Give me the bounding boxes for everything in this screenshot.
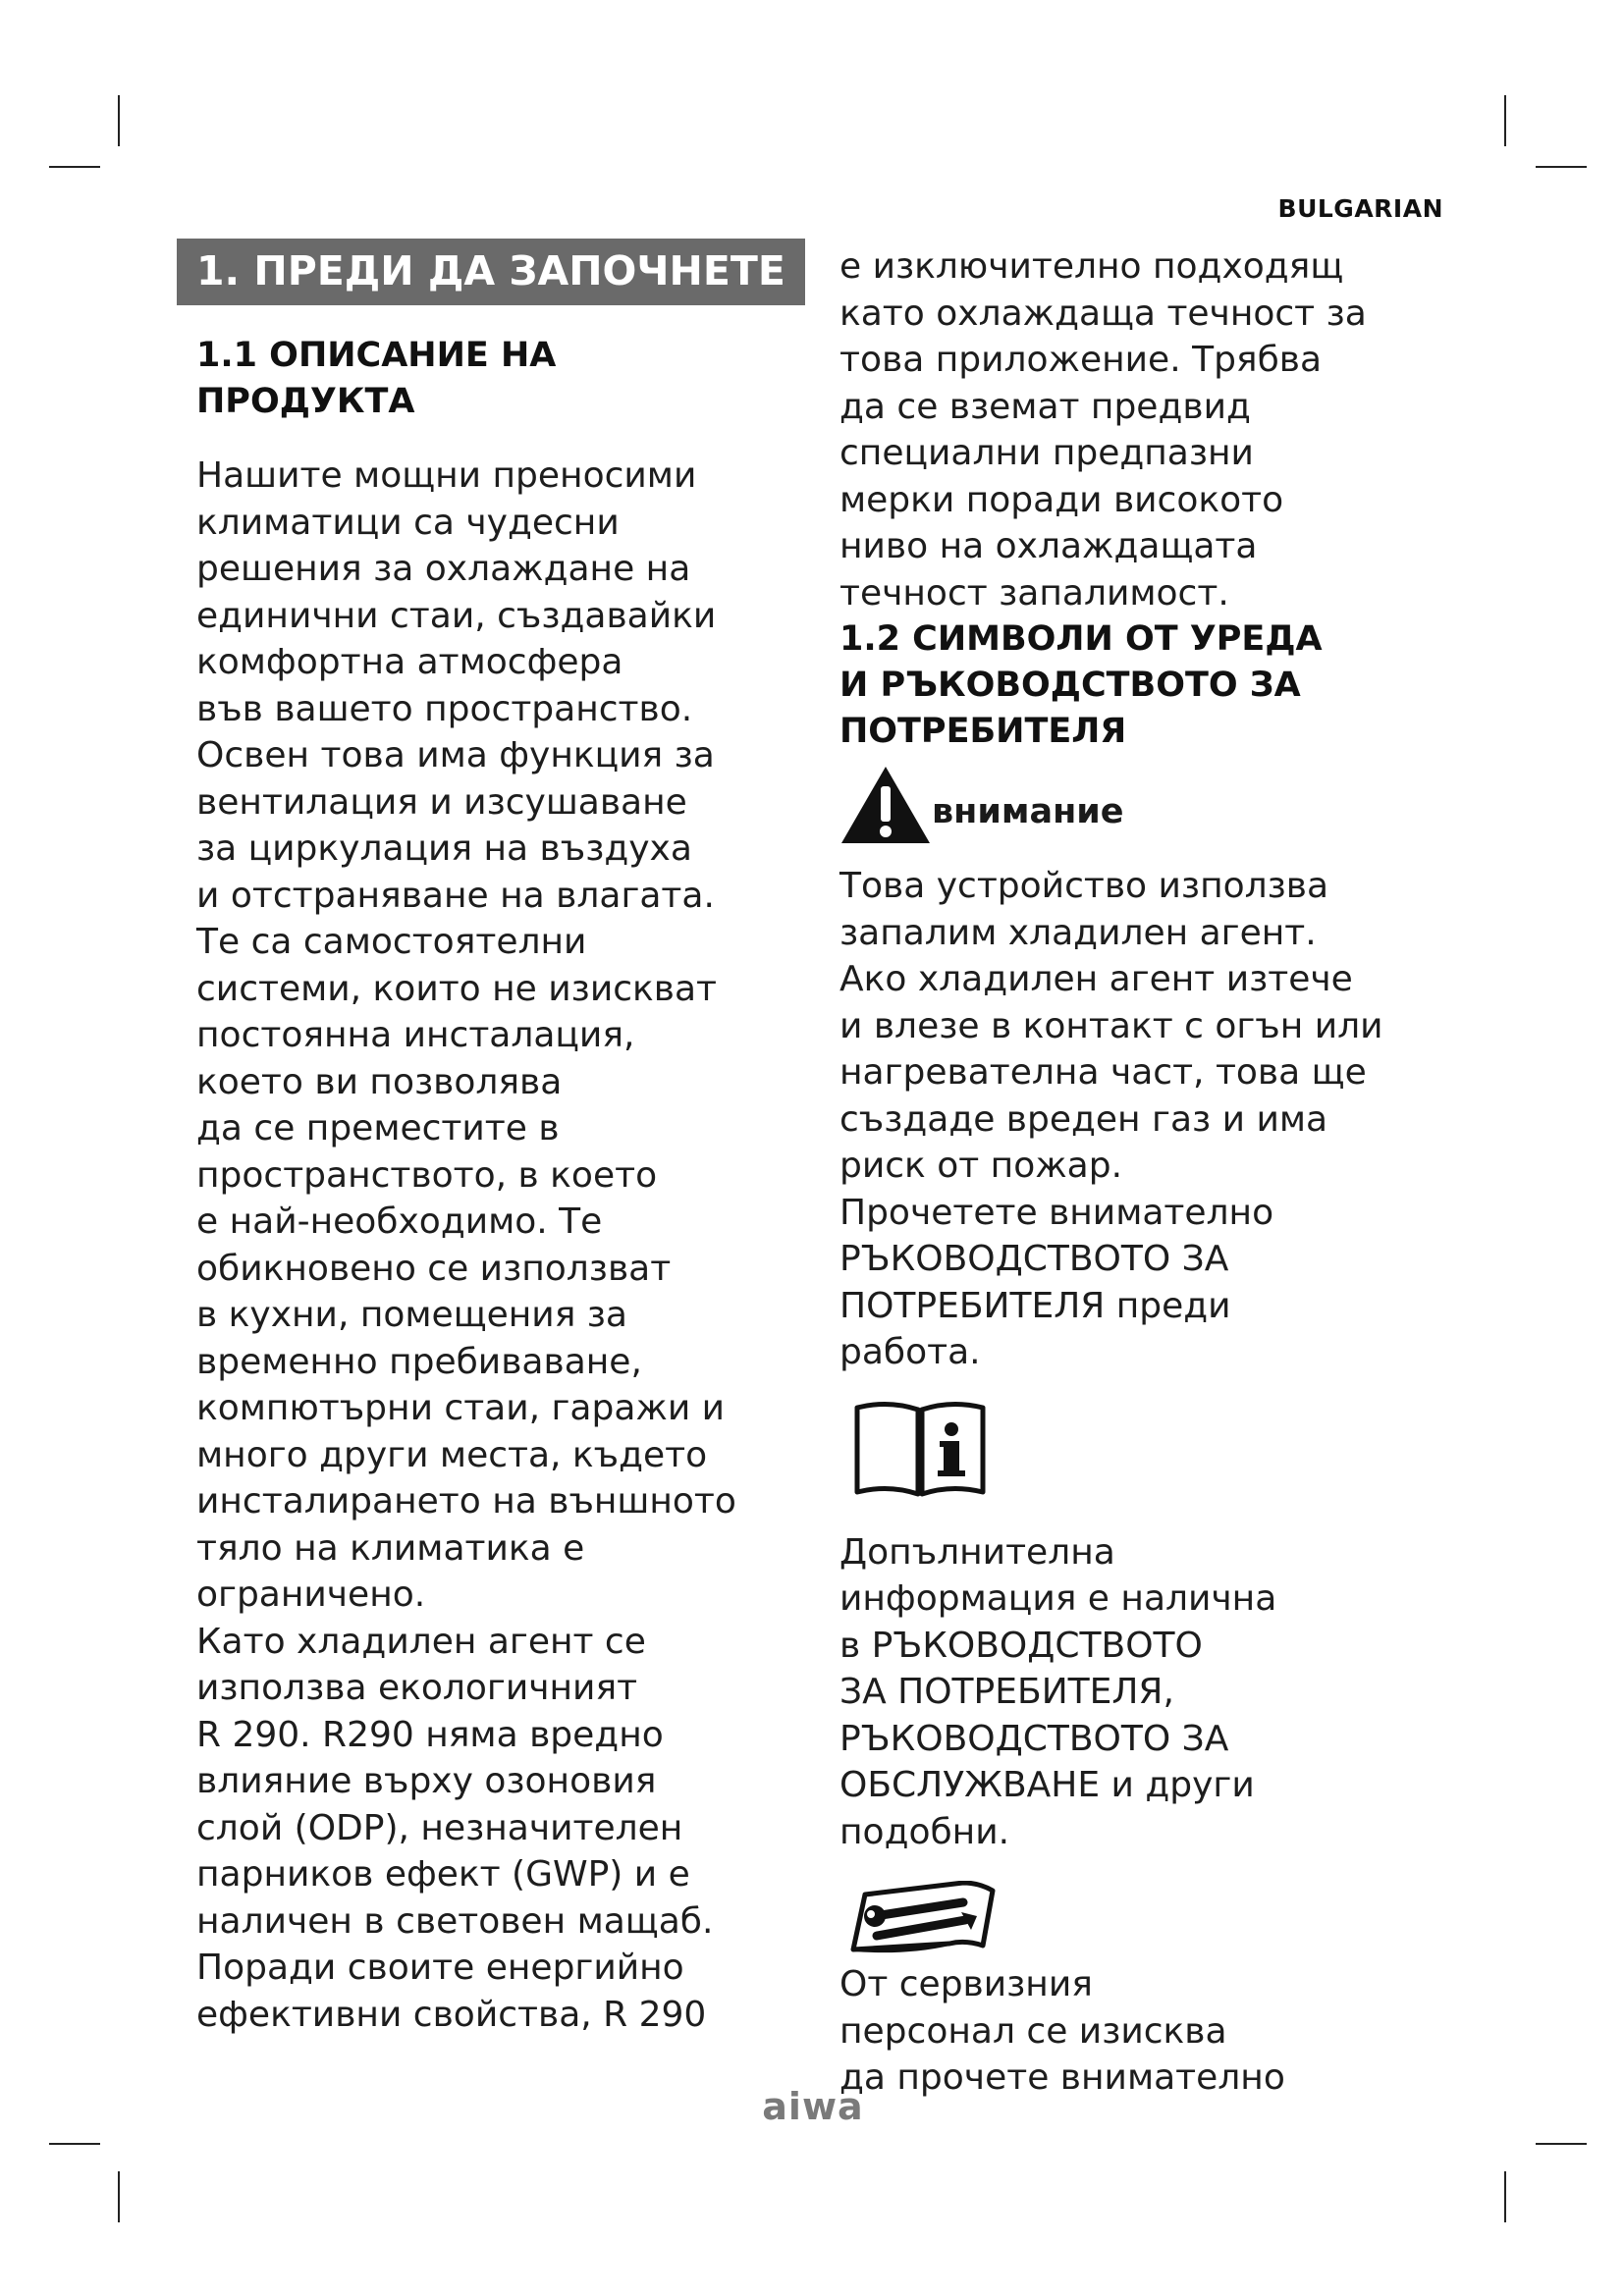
text-line: ниво на охлаждащата — [839, 526, 1258, 566]
text-line: е най-необходимо. Те — [196, 1201, 603, 1242]
text-line: наличен в световен мащаб. — [196, 1900, 714, 1942]
text-line: Като хладилен агент се — [196, 1621, 646, 1662]
crop-mark — [1536, 2143, 1587, 2145]
text-line: използва екологичният — [196, 1668, 638, 1708]
crop-mark — [1536, 166, 1587, 168]
warning-text — [839, 863, 1468, 1376]
text-line: ПОТРЕБИТЕЛЯ преди — [839, 1285, 1231, 1326]
crop-mark — [1504, 2171, 1506, 2222]
text-line: вентилация и изсушаване — [196, 781, 687, 823]
section-title-symbols — [839, 616, 1468, 755]
section-title-product-description — [196, 333, 805, 425]
text-line: инсталирането на външното — [196, 1481, 736, 1522]
text-line: в кухни, помещения за — [196, 1295, 627, 1335]
text-line: климатици са чудесни — [196, 502, 620, 543]
text-line: Поради своите енергийно — [196, 1948, 684, 1988]
text-line: мерки поради високото — [839, 479, 1284, 520]
text-line: единични стаи, създавайки — [196, 595, 717, 636]
warning-triangle-icon — [839, 765, 932, 845]
text-line: Нашите мощни преносими — [196, 455, 697, 496]
text-line: и отстраняване на влагата. — [196, 875, 715, 916]
text-line: подобни. — [839, 1811, 1010, 1852]
text-line: да се преместите в — [196, 1108, 560, 1148]
text-line: работа. — [839, 1332, 981, 1372]
text-line: е изключително подходящ — [839, 246, 1344, 287]
continued-text — [839, 243, 1468, 616]
text-line: обикновено се използват — [196, 1248, 672, 1289]
left-column — [177, 239, 805, 2038]
text-line: ЗА ПОТРЕБИТЕЛЯ, — [839, 1672, 1174, 1712]
text-line: ограничено. — [196, 1575, 426, 1615]
text-line: риск от пожар. — [839, 1146, 1123, 1186]
text-line: пространството, в което — [196, 1154, 658, 1196]
text-line: течност запалимост. — [839, 572, 1229, 614]
info-text — [839, 1529, 1468, 1856]
text-line: за циркулация на въздуха — [196, 828, 692, 869]
text-line: Те са самостоятелни — [196, 922, 587, 962]
crop-mark — [49, 166, 100, 168]
text-line: да се вземат предвид — [839, 386, 1251, 427]
heading-line: ПРОДУКТА — [196, 382, 415, 421]
text-line: което ви позволява — [196, 1061, 563, 1102]
text-line: информация е налична — [839, 1578, 1277, 1619]
text-line: като охлаждаща течност за — [839, 293, 1367, 334]
text-line: Допълнителна — [839, 1531, 1115, 1573]
text-line: РЪКОВОДСТВОТО ЗА — [839, 1239, 1229, 1279]
text-line: постоянна инсталация, — [196, 1015, 635, 1055]
text-line: нагревателна част, това ще — [839, 1052, 1367, 1093]
text-line: системи, които не изискват — [196, 968, 717, 1009]
text-line: РЪКОВОДСТВОТО ЗА — [839, 1718, 1229, 1759]
text-line: Това устройство използва — [839, 866, 1329, 906]
text-line: в РЪКОВОДСТВОТО — [839, 1625, 1203, 1666]
right-column — [839, 243, 1468, 2102]
crop-mark — [118, 2171, 120, 2222]
brand-logo: aiwa — [762, 2085, 864, 2128]
text-line: решения за охлаждане на — [196, 549, 691, 589]
text-line: слой (ODP), незначителен — [196, 1807, 683, 1848]
text-line: временно пребиваване, — [196, 1341, 642, 1382]
text-line: Ако хладилен агент изтече — [839, 959, 1353, 999]
text-line: и влезе в контакт с огън или — [839, 1005, 1383, 1046]
heading-line: ПОТРЕБИТЕЛЯ — [839, 712, 1127, 751]
text-line: във вашето пространство. — [196, 688, 693, 729]
warning-label: внимание — [932, 792, 1124, 831]
chapter-title: 1. ПРЕДИ ДА ЗАПОЧНЕТЕ — [177, 239, 805, 305]
text-line: ефективни свойства, R 290 — [196, 1994, 707, 2035]
language-label: BULGARIAN — [1277, 194, 1443, 223]
text-line: тяло на климатика е — [196, 1527, 585, 1569]
text-line: влияние върху озоновия — [196, 1761, 657, 1801]
crop-mark — [118, 95, 120, 146]
crop-mark — [49, 2143, 100, 2145]
text-line: Освен това има функция за — [196, 735, 715, 775]
text-line: това приложение. Трябва — [839, 340, 1323, 380]
text-line: компютърни стаи, гаражи и — [196, 1388, 726, 1428]
service-text — [839, 1961, 1468, 2102]
text-line: много други места, където — [196, 1434, 708, 1475]
text-line: R 290. R290 няма вредно — [196, 1714, 664, 1755]
heading-line: 1.2 СИМВОЛИ ОТ УРЕДА — [839, 619, 1323, 659]
text-line: персонал се изисква — [839, 2010, 1227, 2052]
text-line: специални предпазни — [839, 433, 1254, 473]
text-line: да прочете внимателно — [839, 2057, 1285, 2098]
text-line: комфортна атмосфера — [196, 642, 623, 682]
service-manual-wrench-icon — [847, 1881, 1468, 1959]
text-line: създаде вреден газ и има — [839, 1098, 1328, 1140]
text-line: запалим хладилен агент. — [839, 912, 1317, 953]
text-line: ОБСЛУЖВАНЕ и други — [839, 1765, 1255, 1805]
crop-mark — [1504, 95, 1506, 146]
heading-line: И РЪКОВОДСТВОТО ЗА — [839, 666, 1301, 705]
text-line: Прочетете внимателно — [839, 1192, 1274, 1233]
heading-line: 1.1 ОПИСАНИЕ НА — [196, 336, 557, 375]
product-description-text — [196, 453, 805, 2038]
manual-info-icon — [853, 1400, 1468, 1502]
warning-row — [839, 765, 1468, 845]
text-line: От сервизния — [839, 1964, 1093, 2004]
text-line: парников ефект (GWP) и е — [196, 1854, 690, 1895]
